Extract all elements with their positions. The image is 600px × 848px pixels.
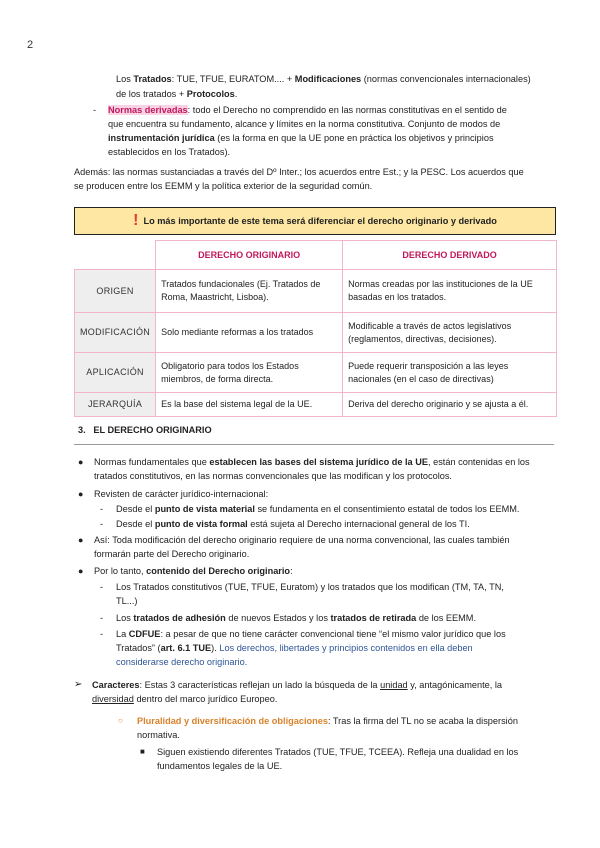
important-callout bbox=[74, 207, 556, 235]
row-label-origen: ORIGEN bbox=[75, 270, 156, 313]
list-item: Normas fundamentales que establecen las bases del sistema jurídico de la UE, están contenidas en los tratados constitutivos, en las normas convencionales que las modifican y los protocolos. bbox=[94, 457, 530, 481]
dash-bullet: - bbox=[100, 629, 104, 639]
normas-derivadas-paragraph: Normas derivadas: todo el Derecho no comprendido en las normas constitutivas en el sentido de que encuentra su fundamento, alcance y límites en la norma constitutiva. Conjunto de modos de instrumentación jurídica (es la forma en que la UE pone en práctica los objetivos y principios establecidos en los Tratados). bbox=[108, 105, 507, 157]
bullet-dot: ● bbox=[78, 457, 84, 467]
caracteres-paragraph: Caracteres: Estas 3 características reflejan un lado la búsqueda de la unidad y, antagónicamente, la diversidad dentro del marco jurídico Europeo. bbox=[92, 680, 502, 704]
list-item: Los tratados de adhesión de nuevos Estados y los tratados de retirada de los EEMM. bbox=[116, 613, 477, 623]
section-heading: 3. EL DERECHO ORIGINARIO bbox=[78, 425, 212, 435]
list-item: Revisten de carácter jurídico-internacional: bbox=[94, 489, 269, 499]
table-row bbox=[75, 393, 557, 417]
pluralidad-paragraph: Pluralidad y diversificación de obligaciones: Tras la firma del TL no se acaba la dispersión normativa. bbox=[137, 716, 518, 740]
page-number: 2 bbox=[27, 39, 34, 51]
cell-origen-originario: Tratados fundacionales (Ej. Tratados de Roma, Maastricht, Lisboa). bbox=[156, 270, 343, 313]
header-derecho-derivado: DERECHO DERIVADO bbox=[343, 241, 557, 270]
cell-aplicacion-originario: Obligatorio para todos los Estados miembros, de forma directa. bbox=[156, 353, 343, 393]
exclamation-icon: ! bbox=[133, 212, 139, 229]
row-label-aplicacion: APLICACIÓN bbox=[75, 353, 156, 393]
cell-jerarquia-derivado: Deriva del derecho originario y se ajusta a él. bbox=[343, 393, 557, 417]
intro-tratados: Los Tratados: TUE, TFUE, EURATOM.... + Modificaciones (normas convencionales internacionales) bbox=[116, 74, 531, 84]
intro-protocolos: de los tratados + Protocolos. bbox=[116, 89, 238, 99]
cell-jerarquia-originario: Es la base del sistema legal de la UE. bbox=[156, 393, 343, 417]
cell-origen-derivado: Normas creadas por las instituciones de la UE basadas en los tratados. bbox=[343, 270, 557, 313]
cell-aplicacion-derivado: Puede requerir transposición a las leyes nacionales (en el caso de directivas) bbox=[343, 353, 557, 393]
dash-bullet: - bbox=[93, 105, 97, 115]
list-item: Los Tratados constitutivos (TUE, TFUE, Euratom) y los tratados que los modifican (TM, TA, TN, TL...) bbox=[116, 582, 504, 606]
list-item: Por lo tanto, contenido del Derecho originario: bbox=[94, 566, 293, 576]
bullet-dot: ● bbox=[78, 566, 84, 576]
callout-text: Lo más importante de este tema será diferenciar el derecho originario y derivado bbox=[143, 216, 497, 226]
list-item: Así: Toda modificación del derecho originario requiere de una norma convencional, las cuales también formarán parte del Derecho originario. bbox=[94, 535, 510, 559]
dash-bullet: - bbox=[100, 504, 104, 514]
table-row bbox=[75, 353, 557, 393]
arrow-bullet-icon: ➢ bbox=[74, 679, 83, 690]
row-label-jerarquia: JERARQUÍA bbox=[75, 393, 156, 417]
list-item: La CDFUE: a pesar de que no tiene carácter convencional tiene “el mismo valor jurídico que los Tratados” (art. 6.1 TUE). Los derechos, libertades y principios contenidos en ella deben considerarse derecho originario. bbox=[116, 629, 506, 667]
bullet-dot: ● bbox=[78, 535, 84, 545]
table-header-row bbox=[75, 241, 557, 270]
dash-bullet: - bbox=[100, 613, 104, 623]
square-bullet-icon: ■ bbox=[140, 747, 145, 756]
comparison-table bbox=[74, 240, 557, 417]
section-divider bbox=[74, 444, 554, 445]
list-item: Desde el punto de vista formal está sujeta al Derecho internacional general de los TI. bbox=[116, 519, 470, 529]
table-row bbox=[75, 313, 557, 353]
list-item: Desde el punto de vista material se fundamenta en el consentimiento estatal de todos los EEMM. bbox=[116, 504, 520, 514]
table-row bbox=[75, 270, 557, 313]
dash-bullet: - bbox=[100, 519, 104, 529]
row-label-modificacion: MODIFICACIÓN bbox=[75, 313, 156, 353]
ademas-paragraph: Además: las normas sustanciadas a través del Dº Inter.; los acuerdos entre Est.; y la PESC. Los acuerdos que se producen entre los EEMM y la política exterior de la seguridad común. bbox=[74, 167, 524, 191]
cell-modificacion-originario: Solo mediante reformas a los tratados bbox=[156, 313, 343, 353]
dash-bullet: - bbox=[100, 582, 104, 592]
siguen-paragraph: Siguen existiendo diferentes Tratados (TUE, TFUE, TCEEA). Refleja una dualidad en los fundamentos legales de la UE. bbox=[157, 747, 519, 771]
cell-modificacion-derivado: Modificable a través de actos legislativos (reglamentos, directivas, decisiones). bbox=[343, 313, 557, 353]
header-derecho-originario: DERECHO ORIGINARIO bbox=[156, 241, 343, 270]
bullet-dot: ● bbox=[78, 489, 84, 499]
circle-bullet-icon: ○ bbox=[118, 716, 123, 725]
table-corner bbox=[75, 241, 156, 270]
